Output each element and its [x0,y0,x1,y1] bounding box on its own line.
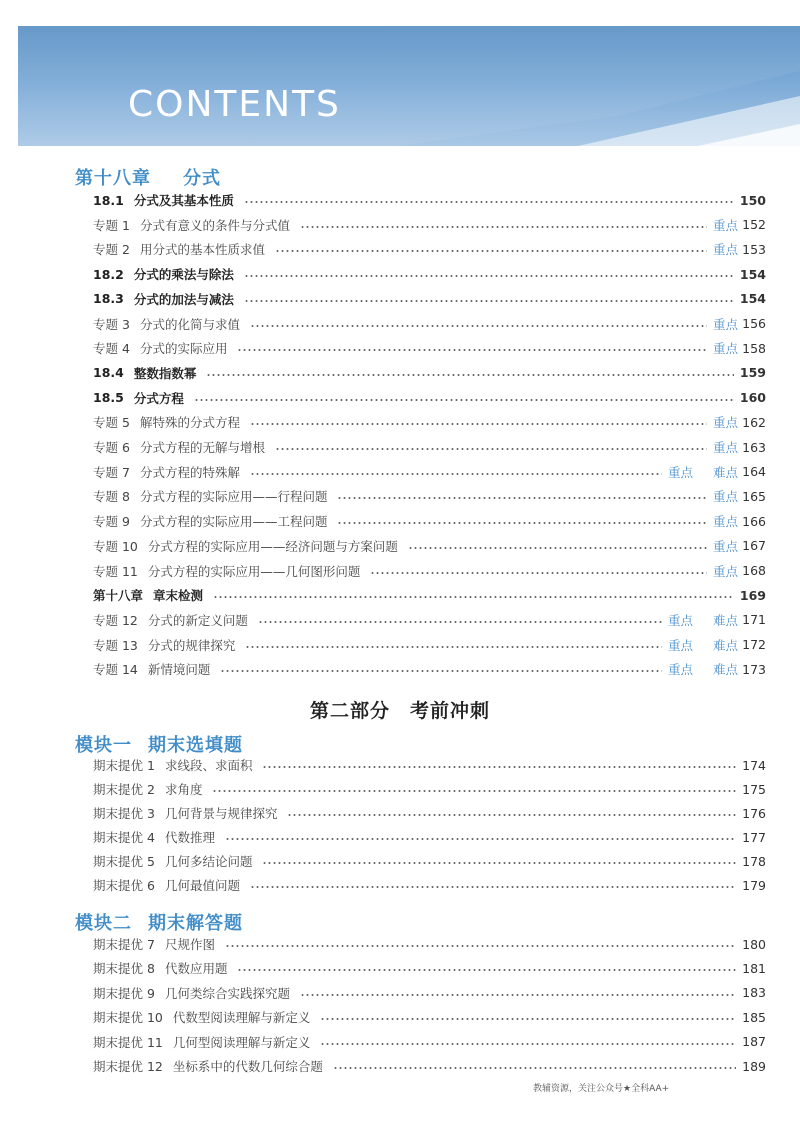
entry-number: 专题 7 [93,464,130,480]
entry-number: 专题 14 [93,662,138,678]
toc-entry[interactable] [93,363,766,383]
page-number: 165 [742,488,766,504]
difficulty-tag: 重点 [712,538,738,554]
leader-dots [225,838,736,840]
difficulty-tag: 重点 [712,415,738,431]
difficulty-tag: 重点 [712,489,738,505]
page-number: 172 [742,637,766,653]
entry-title: 分式的乘法与除法 [133,267,234,283]
entry-title: 分式方程的无解与增根 [139,440,265,455]
leader-dots [244,300,734,302]
toc-entry[interactable] [93,779,766,799]
entry-number: 18.3 [93,291,124,307]
toc-entry[interactable] [93,239,766,259]
page-number: 163 [742,439,766,455]
entry-title: 分式的规律探究 [147,637,236,653]
leader-dots [250,423,707,425]
toc-entry[interactable] [93,635,766,655]
entry-number: 18.2 [93,266,124,282]
leader-dots [225,945,736,947]
entry-number: 期末提优 8 [93,961,155,977]
entry-number: 期末提优 11 [93,1034,163,1050]
leader-dots [320,1043,736,1045]
entry-number: 期末提优 9 [93,985,155,1001]
entry-title: 几何类综合实践探究题 [164,985,290,1001]
toc-entry[interactable] [93,983,766,1003]
page-number: 152 [742,217,766,233]
leader-dots [275,250,707,252]
entry-number: 期末提优 6 [93,878,155,893]
entry-number: 期末提优 2 [93,782,155,797]
page-number: 154 [739,291,766,307]
entry-number: 期末提优 5 [93,854,155,869]
module-label: 模块二 [75,913,132,934]
entry-number: 18.4 [93,365,124,381]
entry-number: 期末提优 1 [93,758,155,773]
page-number: 181 [742,960,766,976]
difficulty-tag: 重点 [712,440,738,455]
toc-entry[interactable] [93,1056,766,1076]
toc-entry[interactable] [93,338,766,358]
leader-dots [194,399,734,401]
entry-title: 代数应用题 [164,961,228,977]
entry-title: 分式的化简与求值 [139,316,240,332]
toc-entry[interactable] [93,610,766,630]
leader-dots [237,349,707,351]
entry-title: 新情境问题 [147,662,211,678]
entry-title: 分式方程的实际应用——经济问题与方案问题 [147,538,398,554]
entry-title: 用分式的基本性质求值 [139,242,265,258]
entry-number: 期末提优 7 [93,937,155,952]
toc-entry[interactable] [93,875,766,895]
entry-number: 专题 13 [93,637,138,653]
leader-dots [337,522,707,524]
toc-entry[interactable] [93,264,766,284]
entry-title: 分式有意义的条件与分式值 [139,217,290,233]
difficulty-tag: 重点 [712,563,738,579]
entry-title: 解特殊的分式方程 [139,415,240,431]
entry-number: 专题 12 [93,612,138,628]
entry-title: 代数推理 [164,830,215,845]
entry-title: 几何背景与规律探究 [164,806,278,821]
leader-dots [250,325,707,327]
toc-entry[interactable] [93,215,766,235]
leader-dots [408,547,707,549]
page-number: 187 [742,1034,766,1050]
page-number: 167 [742,538,766,554]
page-number: 153 [742,241,766,257]
difficulty-tag: 重点 [667,612,693,628]
toc-entry[interactable] [93,486,766,506]
leader-dots [370,572,707,574]
page-number: 178 [742,853,766,869]
entry-number: 期末提优 10 [93,1010,163,1026]
module-heading [75,909,243,935]
entry-title: 坐标系中的代数几何综合题 [172,1059,323,1074]
toc-entry[interactable] [93,1007,766,1027]
page-number: 173 [742,661,766,677]
leader-dots [262,766,736,768]
toc-entry[interactable] [93,1032,766,1052]
leader-dots [245,646,662,648]
page-number: 160 [739,390,766,406]
entry-number: 专题 11 [93,563,138,579]
page-number: 156 [742,316,766,331]
entry-number: 专题 1 [93,217,130,233]
entry-number: 期末提优 4 [93,830,155,845]
leader-dots [212,790,736,792]
page-number: 176 [742,805,766,821]
difficulty-tag: 难点 [712,464,738,480]
leader-dots [275,448,707,450]
entry-title: 求角度 [164,782,203,797]
page-number: 179 [742,877,766,893]
entry-number: 第十八章 [93,588,144,604]
module-heading [75,731,243,757]
leader-dots [250,473,662,475]
toc-entry[interactable] [93,190,766,210]
module-label: 模块一 [75,735,132,756]
difficulty-tag: 重点 [712,242,738,258]
module-name: 期末选填题 [148,735,243,756]
leader-dots [250,886,736,888]
toc-entry[interactable] [93,755,766,775]
difficulty-tag: 重点 [712,217,738,233]
toc-entry[interactable] [93,803,766,823]
entry-number: 期末提优 3 [93,806,155,821]
page-number: 180 [742,936,766,952]
chapter-name: 分式 [183,168,221,189]
page-number: 169 [739,587,766,603]
chapter-heading [75,164,221,190]
page-number: 189 [742,1058,766,1074]
entry-title: 分式方程 [133,390,184,406]
leader-dots [262,862,736,864]
entry-number: 专题 8 [93,489,130,505]
toc-entry[interactable] [93,388,766,408]
toc-entry[interactable] [93,851,766,871]
difficulty-tag: 难点 [712,612,738,628]
entry-number: 专题 6 [93,440,130,455]
leader-dots [337,497,707,499]
leader-dots [287,814,736,816]
entry-title: 几何最值问题 [164,878,240,893]
entry-number: 专题 2 [93,242,130,258]
page-number: 171 [742,612,766,628]
entry-title: 分式的新定义问题 [147,612,248,628]
page-number: 183 [742,985,766,1001]
entry-title: 分式方程的实际应用——行程问题 [139,489,328,505]
leader-dots [300,994,736,996]
difficulty-tag: 重点 [667,662,693,678]
leader-dots [320,1018,736,1020]
page-number: 185 [742,1009,766,1025]
toc-entry[interactable] [93,462,766,482]
leader-dots [237,969,736,971]
toc-entry[interactable] [93,934,766,954]
entry-number: 专题 4 [93,341,130,357]
leader-dots [333,1067,736,1069]
toc-entry[interactable] [93,536,766,556]
page-number: 159 [739,365,766,381]
difficulty-tag: 重点 [667,637,693,653]
toc-entry[interactable] [93,585,766,605]
toc-entry[interactable] [93,314,766,334]
entry-number: 期末提优 12 [93,1059,163,1074]
entry-number: 18.1 [93,192,124,208]
chapter-label: 第十八章 [75,168,151,189]
entry-title: 分式方程的实际应用——工程问题 [139,514,328,530]
toc-entry[interactable] [93,561,766,581]
difficulty-tag: 重点 [712,316,738,332]
page-number: 150 [739,192,766,208]
toc-entry[interactable] [93,412,766,432]
entry-title: 求线段、求面积 [164,758,253,773]
page-number: 158 [742,340,766,356]
difficulty-tag: 重点 [712,341,738,357]
leader-dots [213,596,734,598]
entry-title: 分式方程的实际应用——几何图形问题 [147,563,361,579]
entry-title: 几何型阅读理解与新定义 [172,1034,311,1050]
toc-entry[interactable] [93,511,766,531]
toc-entry[interactable] [93,437,766,457]
entry-title: 几何多结论问题 [164,854,253,869]
entry-number: 18.5 [93,390,124,406]
toc-entry[interactable] [93,958,766,978]
page-number: 154 [739,266,766,282]
toc-entry[interactable] [93,289,766,309]
page-number: 166 [742,513,766,529]
leader-dots [244,275,734,277]
page-number: 164 [742,464,766,480]
part-heading: 第二部分 考前冲刺 [309,700,490,722]
leader-dots [244,201,734,203]
difficulty-tag: 难点 [712,637,738,653]
difficulty-tag: 难点 [712,662,738,678]
leader-dots [220,670,662,672]
toc-entry[interactable] [93,659,766,679]
module-name: 期末解答题 [148,913,243,934]
entry-number: 专题 9 [93,514,130,530]
entry-number: 专题 3 [93,316,130,332]
leader-dots [206,374,734,376]
contents-banner [18,26,800,146]
page-number: 162 [742,414,766,430]
leader-dots [258,621,662,623]
leader-dots [300,226,707,228]
entry-title: 分式及其基本性质 [133,193,234,208]
entry-title: 分式的实际应用 [139,341,228,357]
difficulty-tag: 重点 [712,514,738,530]
footer-note: 教辅资源，关注公众号★全科AA+ [533,1084,670,1094]
page-number: 174 [742,757,766,773]
page-number: 175 [742,781,766,797]
entry-title: 代数型阅读理解与新定义 [172,1010,311,1026]
entry-number: 专题 5 [93,415,130,431]
toc-entry[interactable] [93,827,766,847]
page-number: 177 [742,829,766,845]
entry-title: 分式的加法与减法 [133,291,234,307]
page-title: CONTENTS [128,84,341,125]
entry-title: 章末检测 [153,588,204,604]
difficulty-tag: 重点 [667,464,693,480]
entry-title: 尺规作图 [164,937,215,952]
entry-title: 整数指数幂 [133,365,197,381]
entry-title: 分式方程的特殊解 [139,464,240,480]
page-number: 168 [742,563,766,578]
entry-number: 专题 10 [93,538,138,554]
